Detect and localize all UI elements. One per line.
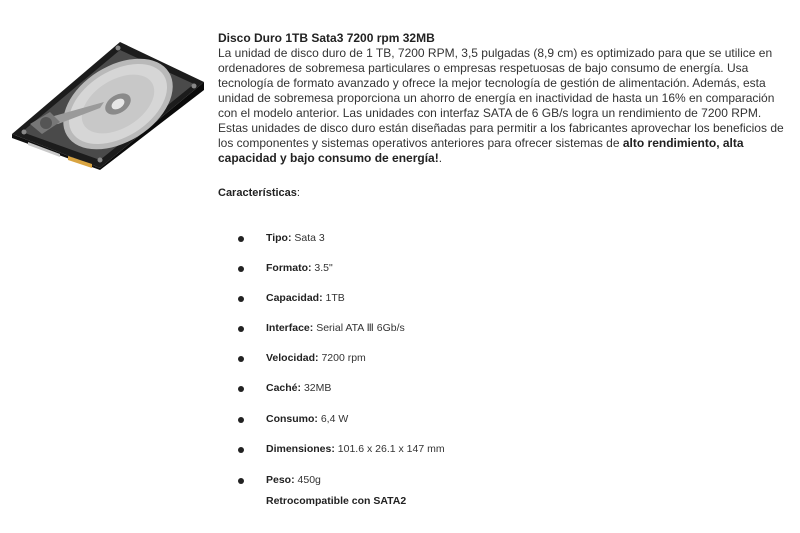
product-title: Disco Duro 1TB Sata3 7200 rpm 32MB — [218, 31, 435, 45]
feature-item — [240, 262, 333, 274]
bullet-icon — [238, 356, 244, 362]
feature-value: Serial ATA Ⅲ 6Gb/s — [316, 322, 405, 334]
feature-label: Interface: — [266, 322, 314, 334]
feature-value: 6,4 W — [320, 413, 349, 425]
compatibility-note: Retrocompatible con SATA2 — [266, 495, 407, 507]
product-description — [218, 46, 790, 166]
feature-item — [240, 443, 445, 455]
feature-item — [240, 382, 331, 394]
bullet-icon — [238, 236, 244, 242]
feature-label: Capacidad: — [266, 292, 323, 304]
feature-label: Caché: — [266, 382, 302, 394]
feature-item — [240, 322, 405, 334]
features-heading — [218, 187, 790, 199]
feature-value: 3.5" — [314, 262, 333, 274]
bullet-icon — [238, 266, 244, 272]
features-heading-colon: : — [296, 187, 300, 199]
description-text: La unidad de disco duro de 1 TB, 7200 RPM, 3,5 pulgadas (8,9 cm) es optimizado para que se utilice en ordenadores de sobremesa particulares o empresas respetuosas de bajo consumo de energía. Usa tecnología de formato avanzado y ofrece la mejor tecnología de gestión de alimentación. Además, esta unidad de sobremesa proporciona un ahorro de energía en inactividad de hasta un 16% en comparación con el modelo anterior. Las unidades con interfaz SATA de 6 GB/s logra un rendimiento de 7200 RPM. Estas unidades de disco duro están diseñadas para permitir a los fabricantes aprovechar los beneficios de los componentes y sistemas operativos anteriores para ofrecer sistemas de — [218, 46, 784, 150]
feature-item — [240, 413, 348, 425]
feature-label: Tipo: — [266, 232, 292, 244]
hard-drive-image — [8, 38, 208, 170]
feature-value: Sata 3 — [294, 232, 325, 244]
product-content — [218, 31, 790, 199]
bullet-icon — [238, 478, 244, 484]
feature-label: Velocidad: — [266, 352, 319, 364]
feature-item — [240, 232, 325, 244]
bullet-icon — [238, 386, 244, 392]
feature-value: 7200 rpm — [321, 352, 366, 364]
bullet-icon — [238, 326, 244, 332]
bullet-icon — [238, 447, 244, 453]
features-heading-text: Características — [218, 187, 297, 199]
bullet-icon — [238, 296, 244, 302]
feature-value: 32MB — [303, 382, 332, 394]
feature-label: Dimensiones: — [266, 443, 335, 455]
feature-value: 1TB — [325, 292, 345, 304]
feature-label: Consumo: — [266, 413, 318, 425]
feature-item — [240, 474, 321, 486]
description-highlight: alto rendimiento, alta capacidad y bajo consumo de energía! — [218, 136, 744, 165]
feature-item — [240, 352, 366, 364]
feature-item — [240, 292, 345, 304]
bullet-icon — [238, 417, 244, 423]
description-end: . — [438, 151, 443, 165]
feature-label: Formato: — [266, 262, 312, 274]
feature-label: Peso: — [266, 474, 295, 486]
feature-value: 450g — [297, 474, 321, 486]
feature-value: 101.6 x 26.1 x 147 mm — [337, 443, 445, 455]
